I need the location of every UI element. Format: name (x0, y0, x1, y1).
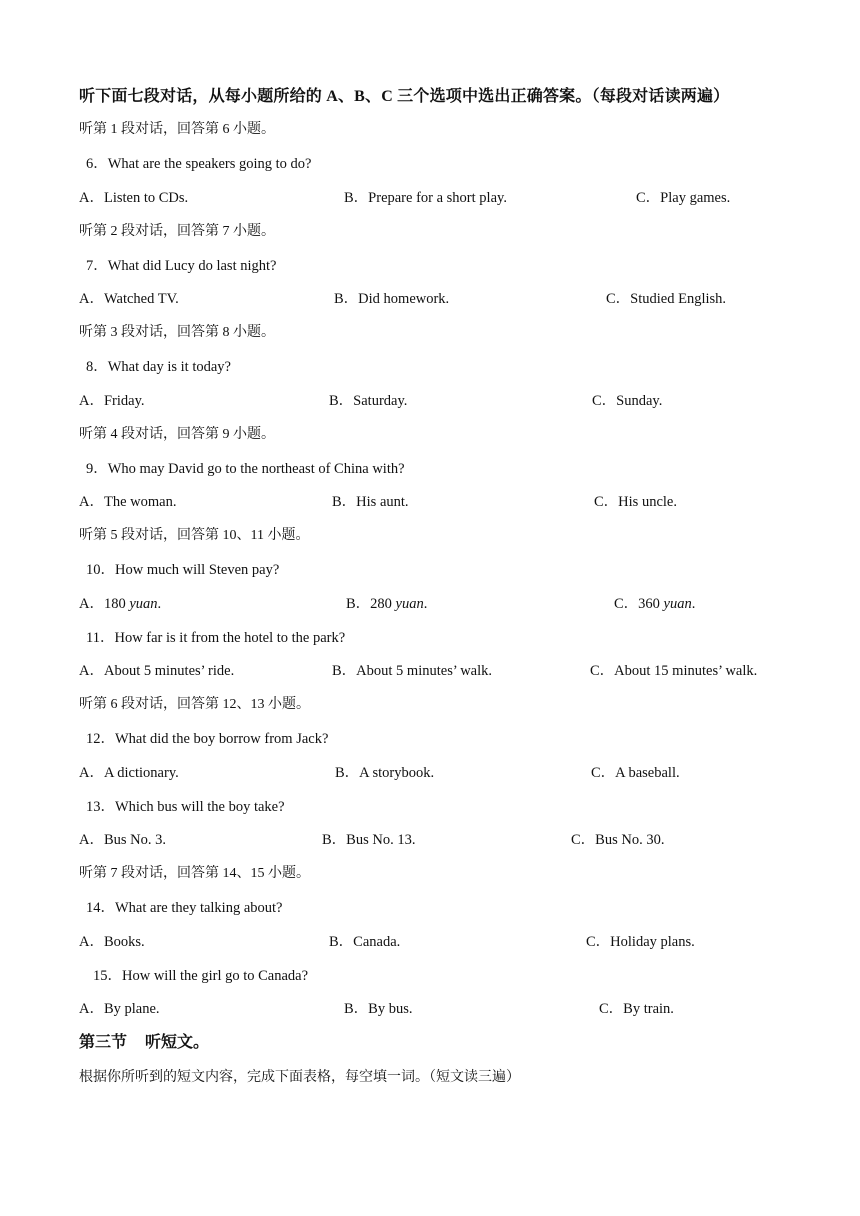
listening-instruction: 听下面七段对话，从每小题所给的 A、B、C 三个选项中选出正确答案。（每段对话读两遍） (79, 88, 730, 105)
option-a[interactable]: A．The woman. (79, 494, 177, 510)
option-c[interactable]: C．His uncle. (594, 494, 677, 510)
option-a[interactable]: A．Watched TV. (79, 291, 179, 307)
option-b[interactable]: B．Canada. (329, 934, 401, 950)
option-b[interactable]: B．Saturday. (329, 393, 408, 409)
option-c[interactable]: C．Holiday plans. (586, 934, 695, 950)
option-b[interactable]: B．Did homework. (334, 291, 450, 307)
option-c[interactable]: C．Bus No. 30. (571, 832, 665, 848)
dialog-intro: 听第 2 段对话，回答第 7 小题。 (79, 224, 275, 239)
dialog-intro: 听第 6 段对话，回答第 12、13 小题。 (79, 697, 310, 712)
question-8: 8．What day is it today? (86, 359, 231, 375)
dialog-intro: 听第 1 段对话，回答第 6 小题。 (79, 122, 275, 137)
section-label: 第三节 (79, 1034, 128, 1051)
question-9: 9．Who may David go to the northeast of China with? (86, 461, 405, 477)
option-a[interactable]: A．Bus No. 3. (79, 832, 167, 848)
dialog-intro: 听第 5 段对话，回答第 10、11 小题。 (79, 528, 310, 543)
option-a[interactable]: A．About 5 minutes’ ride. (79, 663, 235, 679)
question-11: 11．How far is it from the hotel to the park? (86, 630, 346, 646)
question-7: 7．What did Lucy do last night? (86, 258, 277, 274)
option-c[interactable]: C．About 15 minutes’ walk. (590, 663, 758, 679)
question-10: 10．How much will Steven pay? (86, 562, 280, 578)
option-a[interactable]: A．A dictionary. (79, 765, 179, 781)
question-6: 6．What are the speakers going to do? (86, 156, 312, 172)
question-14: 14．What are they talking about? (86, 900, 283, 916)
option-c[interactable]: C．Studied English. (606, 291, 727, 307)
option-b[interactable]: B．Bus No. 13. (322, 832, 416, 848)
option-c[interactable]: C．Play games. (636, 190, 731, 206)
dialog-intro: 听第 4 段对话，回答第 9 小题。 (79, 427, 275, 442)
option-a[interactable]: A．Listen to CDs. (79, 190, 189, 206)
question-15: 15．How will the girl go to Canada? (93, 968, 309, 984)
question-12: 12．What did the boy borrow from Jack? (86, 731, 329, 747)
option-a[interactable]: A．Friday. (79, 393, 145, 409)
section-three-heading (79, 1033, 209, 1053)
dialog-intro: 听第 3 段对话，回答第 8 小题。 (79, 325, 275, 340)
option-b[interactable]: B．280 yuan. (346, 596, 428, 612)
option-b[interactable]: B．A storybook. (335, 765, 435, 781)
section-three-instruction: 根据你所听到的短文内容，完成下面表格，每空填一词。（短文读三遍） (79, 1070, 520, 1085)
option-c[interactable]: C．By train. (599, 1001, 674, 1017)
question-13: 13．Which bus will the boy take? (86, 799, 285, 815)
option-c[interactable]: C．Sunday. (592, 393, 663, 409)
option-b[interactable]: B．By bus. (344, 1001, 413, 1017)
option-b[interactable]: B．His aunt. (332, 494, 409, 510)
option-a[interactable]: A．By plane. (79, 1001, 160, 1017)
option-c[interactable]: C．360 yuan. (614, 596, 696, 612)
option-a[interactable]: A．Books. (79, 934, 145, 950)
dialog-intro: 听第 7 段对话，回答第 14、15 小题。 (79, 866, 310, 881)
section-title: 听短文。 (145, 1034, 210, 1051)
option-b[interactable]: B．About 5 minutes’ walk. (332, 663, 493, 679)
option-a[interactable]: A．180 yuan. (79, 596, 162, 612)
option-c[interactable]: C．A baseball. (591, 765, 680, 781)
option-b[interactable]: B．Prepare for a short play. (344, 190, 507, 206)
